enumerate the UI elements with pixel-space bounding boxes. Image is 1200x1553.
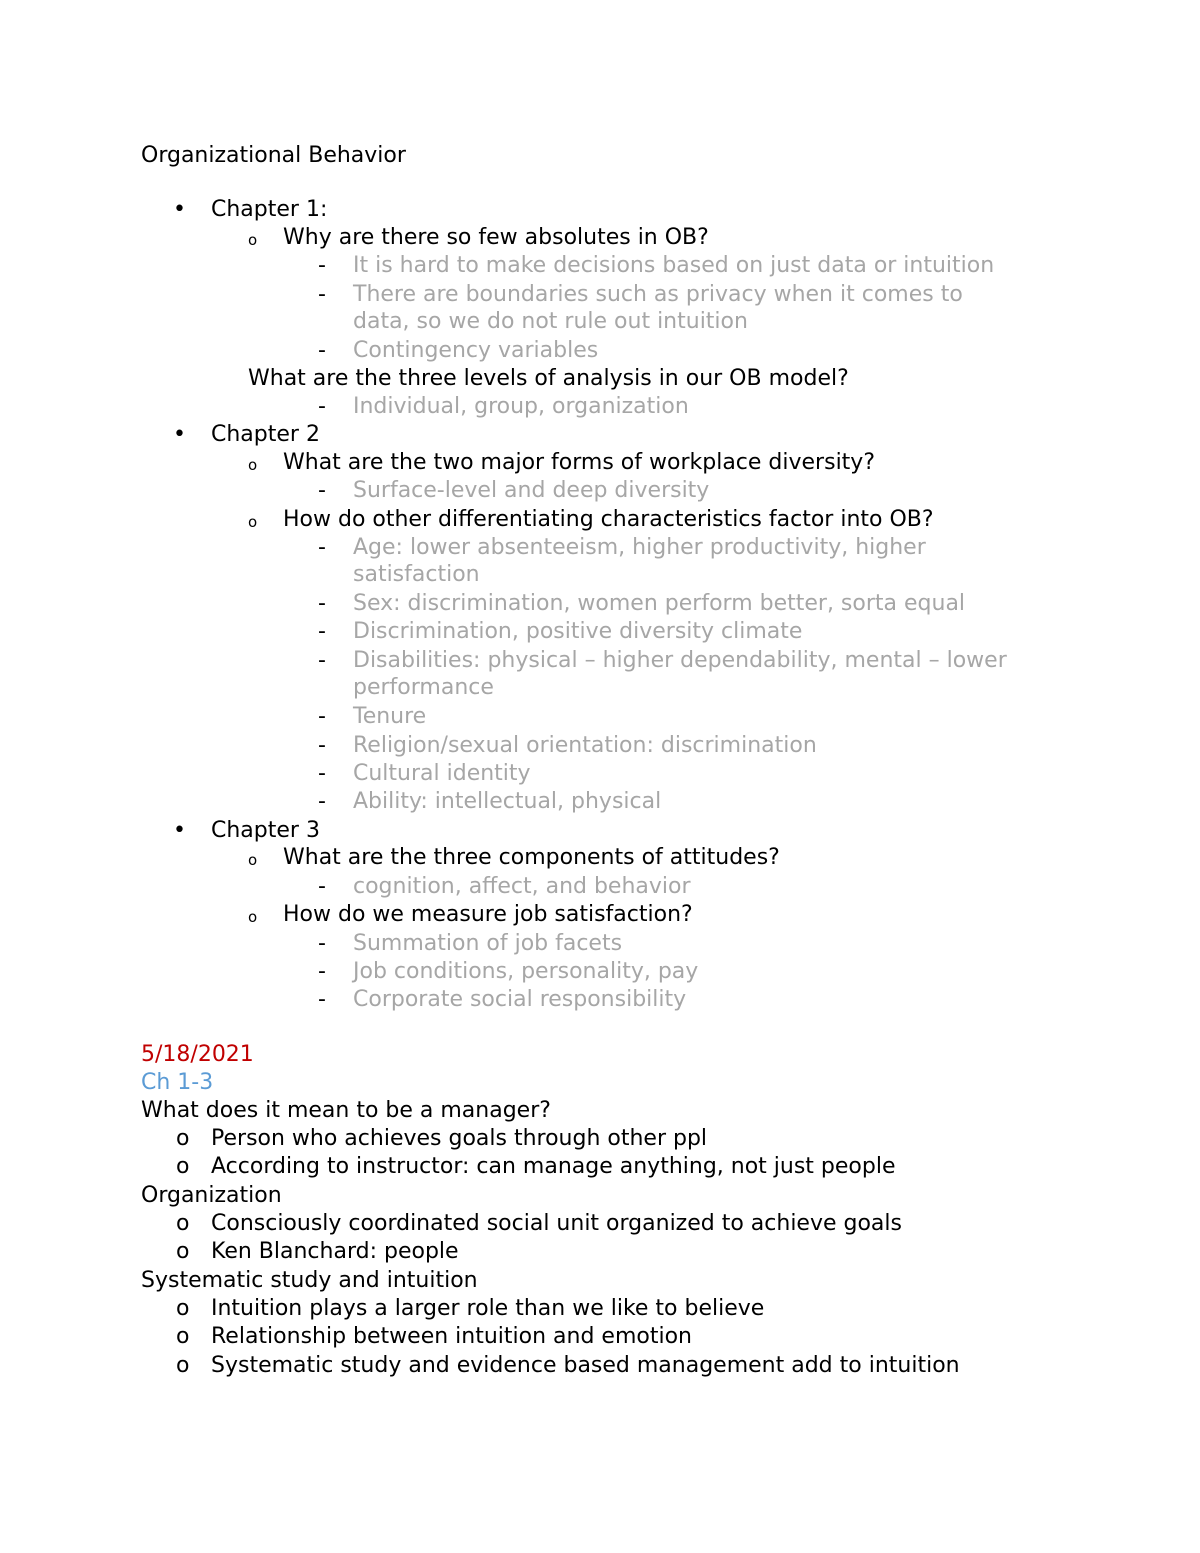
dash-icon: - bbox=[318, 987, 326, 1012]
chapter3-label: Chapter 3 bbox=[211, 818, 320, 843]
chapter2-answer-5-line1: Disabilities: physical – higher dependability, mental – lower bbox=[353, 648, 1007, 673]
circle-bullet-icon: o bbox=[248, 513, 258, 531]
chapter3-question-1: What are the three components of attitudes? bbox=[283, 845, 780, 870]
dash-icon: - bbox=[318, 591, 326, 616]
chapter3-answer-1: cognition, affect, and behavior bbox=[353, 874, 691, 899]
dash-icon: - bbox=[318, 959, 326, 984]
manager-item-2: According to instructor: can manage anything, not just people bbox=[211, 1154, 896, 1179]
chapter1-question-1: Why are there so few absolutes in OB? bbox=[283, 225, 709, 250]
systematic-item-3: Systematic study and evidence based management add to intuition bbox=[211, 1353, 960, 1378]
dash-icon: - bbox=[318, 648, 326, 673]
dash-icon: - bbox=[318, 338, 326, 363]
chapter1-answer-4: Individual, group, organization bbox=[353, 394, 689, 419]
circle-bullet-icon: o bbox=[248, 908, 258, 926]
dash-icon: - bbox=[318, 874, 326, 899]
circle-bullet-icon: o bbox=[176, 1211, 190, 1236]
chapter2-answer-3: Sex: discrimination, women perform better, sorta equal bbox=[353, 591, 966, 616]
chapter2-answer-2-line2: satisfaction bbox=[353, 562, 480, 587]
manager-heading: What does it mean to be a manager? bbox=[141, 1098, 551, 1123]
systematic-item-2: Relationship between intuition and emotion bbox=[211, 1324, 692, 1349]
bullet-icon: • bbox=[173, 818, 186, 843]
chapter2-answer-8: Cultural identity bbox=[353, 761, 531, 786]
dash-icon: - bbox=[318, 282, 326, 307]
dash-icon: - bbox=[318, 394, 326, 419]
dash-icon: - bbox=[318, 704, 326, 729]
bullet-icon: • bbox=[173, 197, 186, 222]
dash-icon: - bbox=[318, 761, 326, 786]
chapter-range-heading: Ch 1-3 bbox=[141, 1070, 214, 1095]
chapter2-answer-2-line1: Age: lower absenteeism, higher productivity, higher bbox=[353, 535, 926, 560]
dash-icon: - bbox=[318, 535, 326, 560]
dash-icon: - bbox=[318, 789, 326, 814]
organization-heading: Organization bbox=[141, 1183, 282, 1208]
chapter2-label: Chapter 2 bbox=[211, 422, 320, 447]
circle-bullet-icon: o bbox=[248, 851, 258, 869]
systematic-item-1: Intuition plays a larger role than we like to believe bbox=[211, 1296, 765, 1321]
chapter1-answer-3: Contingency variables bbox=[353, 338, 599, 363]
circle-bullet-icon: o bbox=[176, 1296, 190, 1321]
chapter3-answer-3: Job conditions, personality, pay bbox=[353, 959, 699, 984]
chapter3-question-2: How do we measure job satisfaction? bbox=[283, 902, 693, 927]
manager-item-1: Person who achieves goals through other ppl bbox=[211, 1126, 708, 1151]
chapter2-answer-5-line2: performance bbox=[353, 675, 494, 700]
circle-bullet-icon: o bbox=[176, 1239, 190, 1264]
circle-bullet-icon: o bbox=[248, 456, 258, 474]
systematic-heading: Systematic study and intuition bbox=[141, 1268, 478, 1293]
document-title: Organizational Behavior bbox=[141, 143, 406, 168]
chapter2-question-1: What are the two major forms of workplace diversity? bbox=[283, 450, 876, 475]
dash-icon: - bbox=[318, 733, 326, 758]
chapter1-answer-2-line1: There are boundaries such as privacy when it comes to bbox=[353, 282, 963, 307]
chapter2-question-2: How do other differentiating characteristics factor into OB? bbox=[283, 507, 934, 532]
date-heading: 5/18/2021 bbox=[141, 1042, 254, 1067]
dash-icon: - bbox=[318, 619, 326, 644]
chapter1-answer-2-line2: data, so we do not rule out intuition bbox=[353, 309, 748, 334]
dash-icon: - bbox=[318, 931, 326, 956]
chapter1-label: Chapter 1: bbox=[211, 197, 328, 222]
dash-icon: - bbox=[318, 478, 326, 503]
circle-bullet-icon: o bbox=[176, 1353, 190, 1378]
organization-item-2: Ken Blanchard: people bbox=[211, 1239, 459, 1264]
circle-bullet-icon: o bbox=[176, 1154, 190, 1179]
chapter3-answer-4: Corporate social responsibility bbox=[353, 987, 687, 1012]
chapter3-answer-2: Summation of job facets bbox=[353, 931, 623, 956]
bullet-icon: • bbox=[173, 422, 186, 447]
organization-item-1: Consciously coordinated social unit organized to achieve goals bbox=[211, 1211, 902, 1236]
chapter2-answer-4: Discrimination, positive diversity climate bbox=[353, 619, 803, 644]
chapter1-answer-1: It is hard to make decisions based on just data or intuition bbox=[353, 253, 995, 278]
chapter1-question-2: What are the three levels of analysis in our OB model? bbox=[248, 366, 849, 391]
circle-bullet-icon: o bbox=[248, 231, 258, 249]
chapter2-answer-9: Ability: intellectual, physical bbox=[353, 789, 662, 814]
dash-icon: - bbox=[318, 253, 326, 278]
circle-bullet-icon: o bbox=[176, 1324, 190, 1349]
chapter2-answer-6: Tenure bbox=[353, 704, 427, 729]
chapter2-answer-7: Religion/sexual orientation: discrimination bbox=[353, 733, 817, 758]
chapter2-answer-1: Surface-level and deep diversity bbox=[353, 478, 710, 503]
circle-bullet-icon: o bbox=[176, 1126, 190, 1151]
